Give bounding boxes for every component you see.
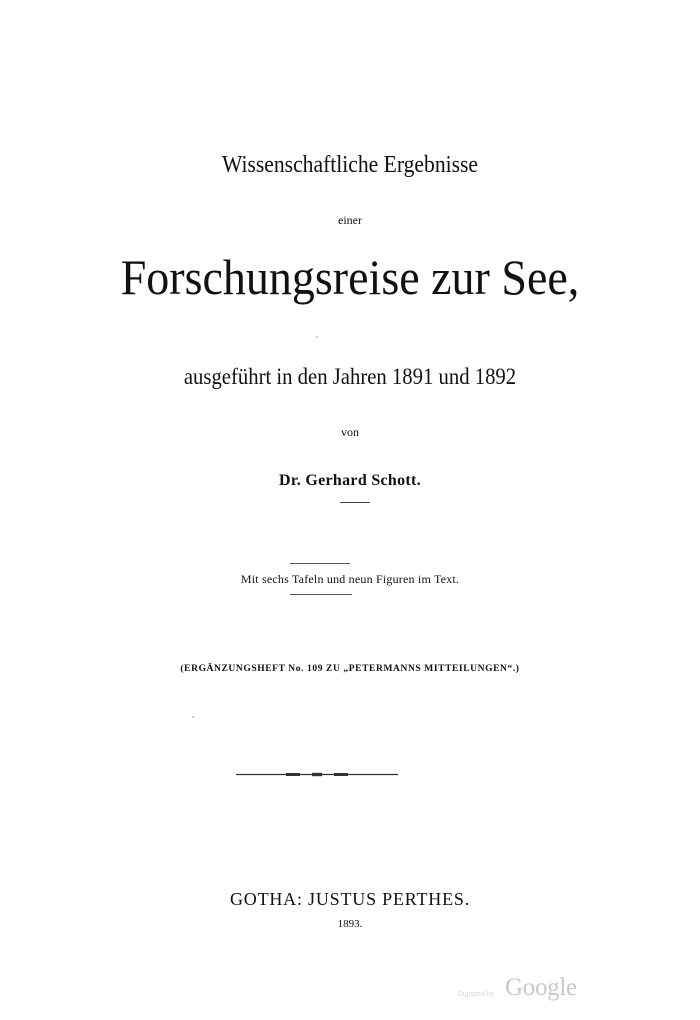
paper-speck [316,336,318,338]
google-watermark: Google [505,974,577,1001]
subtitle: ausgeführt in den Jahren 1891 und 1892 [183,364,517,389]
connector-word: einer [338,213,362,227]
author-name: Dr. Gerhard Schott. [279,472,421,489]
main-title: Forschungsreise zur See, [120,249,580,305]
watermark-prefix: Digitized by [458,991,495,998]
ornamental-rule [236,772,398,777]
heading-line: Wissenschaftliche Ergebnisse [221,152,479,178]
plates-rule-top [290,563,350,564]
publication-year: 1893. [337,918,363,930]
plates-note: Mit sechs Tafeln und neun Figuren im Text. [240,572,460,586]
plates-rule-bottom [290,594,352,595]
paper-speck [192,716,194,718]
by-word: von [341,425,359,439]
publisher-line: GOTHA: JUSTUS PERTHES. [229,889,471,909]
supplement-note: (ERGÄNZUNGSHEFT No. 109 ZU „PETERMANNS MITTEILUNGEN“.) [180,664,520,674]
author-underline [340,502,370,503]
